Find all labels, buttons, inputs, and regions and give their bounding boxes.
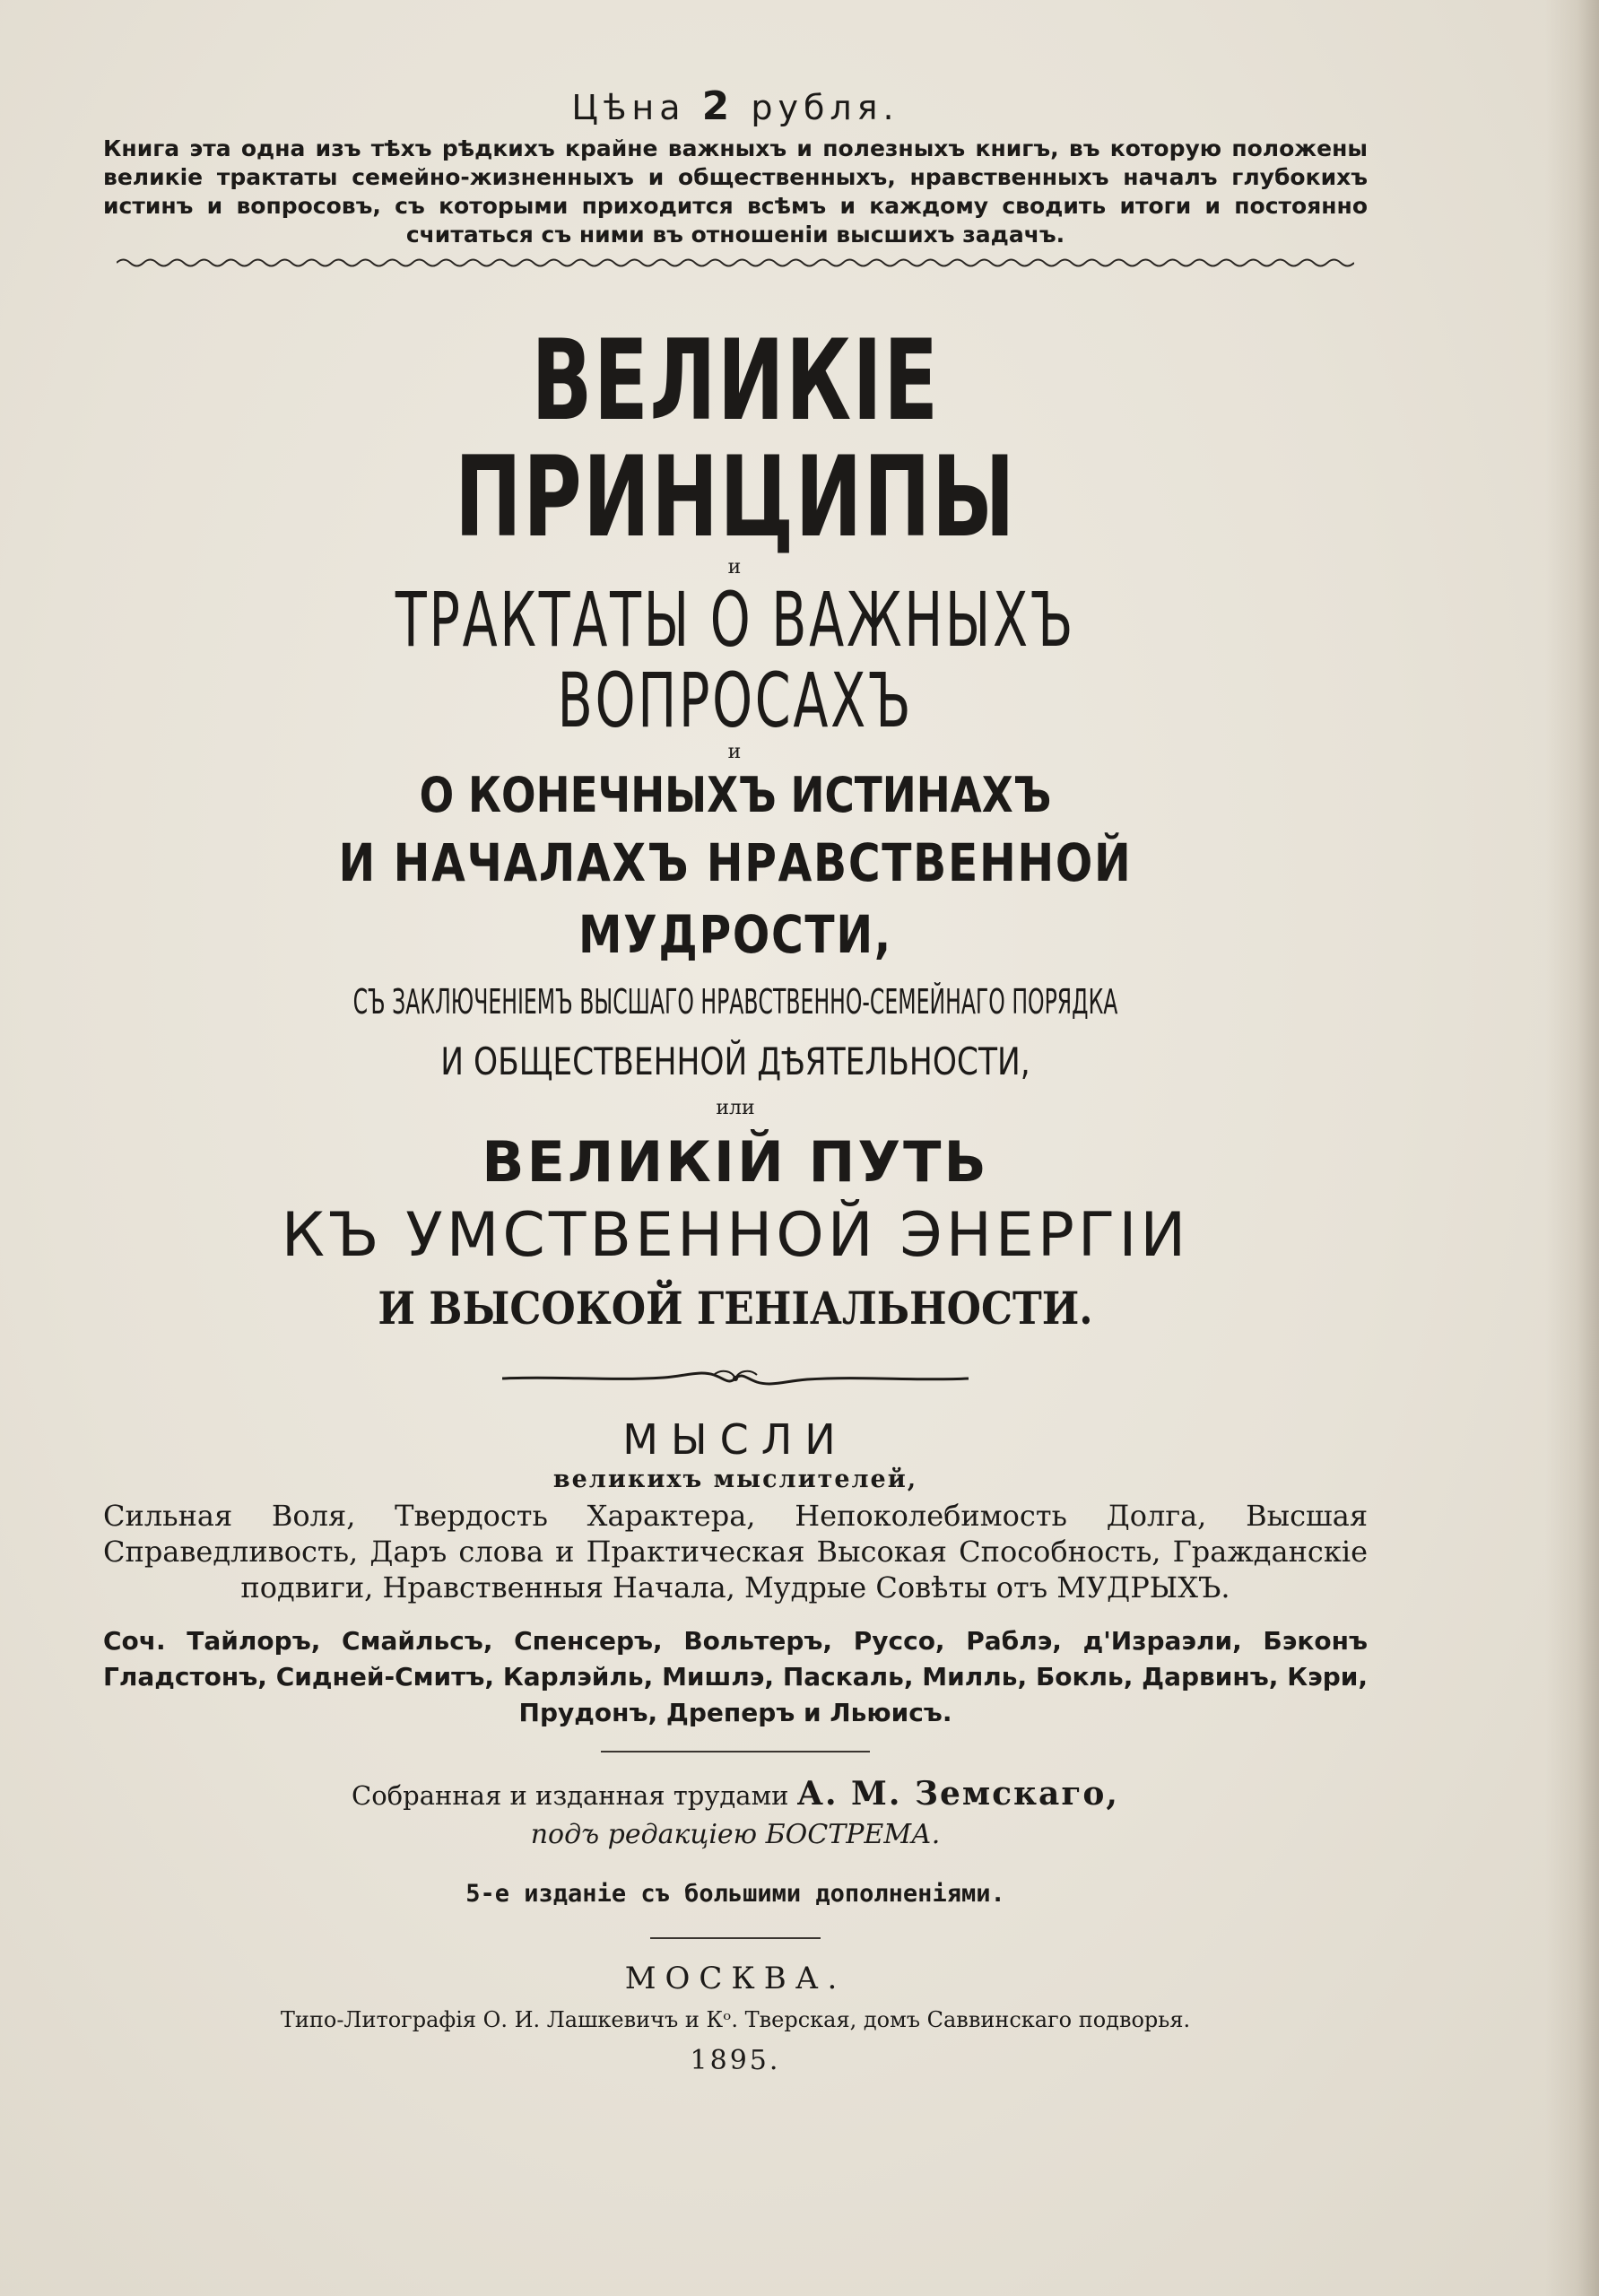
- price-value: 2: [701, 83, 735, 129]
- blurb-paragraph: Книга эта одна изъ тѣхъ рѣдкихъ крайне важныхъ и полезныхъ книгъ, въ которую положены великіе трактаты семейно-жизненныхъ и общественныхъ, нравственныхъ началъ глубокихъ истинъ и вопросовъ, съ которыми приходится всѣмъ и каждому сводить итоги и постоянно считаться съ ними въ отношеніи высшихъ задачъ.: [103, 135, 1368, 248]
- collected-by-line: [103, 1774, 1368, 1815]
- conjunction-and-2: и: [727, 741, 743, 763]
- thoughts-heading: МЫСЛИ: [622, 1415, 848, 1464]
- wavy-divider: [117, 257, 1354, 269]
- title-line-great-path: ВЕЛИКІЙ ПУТЬ: [482, 1129, 989, 1195]
- title-line-treatises: ТРАКТАТЫ О ВАЖНЫХЪ ВОПРОСАХЪ: [395, 576, 1076, 744]
- short-rule: [601, 1751, 870, 1752]
- title-line-mental-energy: КЪ УМСТВЕННОЙ ЭНЕРГІИ: [281, 1200, 1190, 1271]
- imprint-printer: Типо-Литографія О. И. Лашкевичъ и Кᵒ. Тверская, домъ Саввинскаго подворья.: [280, 2007, 1191, 2032]
- imprint-year: 1895.: [690, 2045, 781, 2076]
- qualities-paragraph: Сильная Воля, Твердость Характера, Непоколебимость Долга, Высшая Справедливость, Даръ слова и Практическая Высокая Способность, Гражданскіе подвиги, Нравственныя Начала, Мудрые Совѣты отъ МУДРЫХЪ.: [103, 1499, 1368, 1605]
- title-line-public-activity: И ОБЩЕСТВЕННОЙ ДѢЯТЕЛЬНОСТИ,: [440, 1039, 1030, 1083]
- price-label: Цѣна: [571, 88, 686, 127]
- title-line-conclusion: СЪ ЗАКЛЮЧЕНІЕМЪ ВЫСШАГО НРАВСТВЕННО-СЕМЕЙНАГО ПОРЯДКА: [352, 982, 1118, 1022]
- title-page-content: [103, 85, 1368, 2081]
- imprint-city: МОСКВА.: [624, 1961, 847, 1996]
- edition-note: 5-е изданіе съ большими дополненіями.: [465, 1880, 1005, 1908]
- price-line: [103, 85, 1368, 129]
- authors-list: Соч. Тайлоръ, Смайльсъ, Спенсеръ, Вольтеръ, Руссо, Раблэ, д'Израэли, Бэконъ Гладстонъ, Сидней-Смитъ, Карлэйль, Мишлэ, Паскаль, Милль, Бокль, Дарвинъ, Кэри, Прудонъ, Дреперъ и Льюисъ.: [103, 1626, 1368, 1727]
- title-line-high-genius: И ВЫСОКОЙ ГЕНІАЛЬНОСТИ.: [378, 1282, 1093, 1335]
- price-unit: рубля.: [751, 88, 899, 127]
- conjunction-or: или: [716, 1097, 755, 1119]
- editor-line: подъ редакціею БОСТРЕМА.: [530, 1819, 941, 1850]
- title-line-final-truths: О КОНЕЧНЫХЪ ИСТИНАХЪ: [419, 767, 1052, 823]
- thoughts-subheading: великихъ мыслителей,: [552, 1465, 918, 1493]
- main-title: ВЕЛИКІЕ ПРИНЦИПЫ: [455, 317, 1016, 562]
- title-line-moral-wisdom: И НАЧАЛАХЪ НРАВСТВЕННОЙ МУДРОСТИ,: [338, 832, 1133, 965]
- collector-name: А. М. Земскаго,: [796, 1775, 1119, 1813]
- collected-prefix: Собранная и изданная трудами: [352, 1780, 789, 1811]
- ornamental-divider: [502, 1367, 969, 1390]
- binding-shadow: [1545, 0, 1599, 2296]
- imprint-rule: [650, 1937, 821, 1939]
- conjunction-and-1: и: [727, 556, 743, 578]
